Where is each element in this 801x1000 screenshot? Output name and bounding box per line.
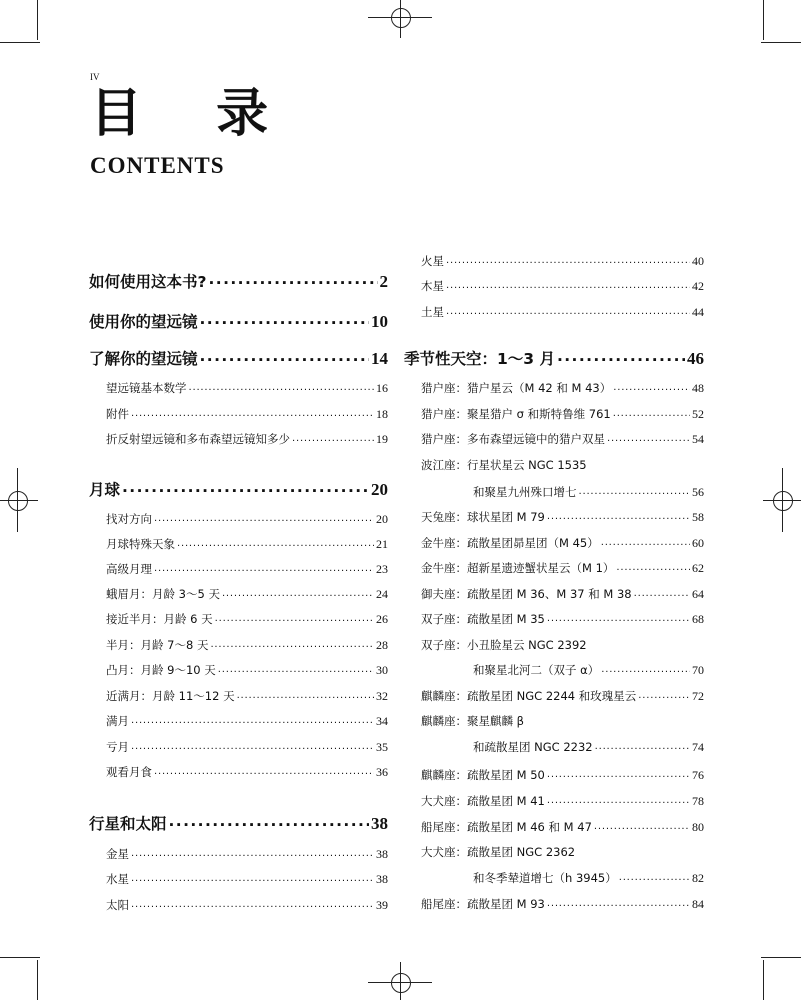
toc-entry-title: 满月 — [106, 714, 129, 728]
dot-leader — [292, 436, 374, 448]
toc-entry-page: 21 — [376, 537, 388, 551]
dot-leader — [131, 876, 374, 888]
crop-mark — [761, 957, 801, 958]
toc-entry-page: 19 — [376, 432, 388, 446]
dot-leader — [601, 667, 690, 679]
toc-entry-page: 58 — [692, 510, 704, 524]
toc-entry-page: 76 — [692, 768, 704, 782]
toc-entry[interactable] — [421, 253, 704, 269]
toc-entry-title: 太阳 — [106, 898, 129, 912]
dot-leader — [579, 489, 691, 501]
toc-entry[interactable] — [421, 406, 704, 422]
toc-entry-title: 如何使用这本书? — [89, 273, 207, 291]
toc-entry-page: 36 — [376, 765, 388, 779]
toc-entry[interactable] — [421, 767, 704, 783]
toc-entry-title: 季节性天空：1～3 月 — [404, 350, 555, 368]
dot-leader — [547, 616, 690, 628]
dot-leader — [446, 283, 690, 295]
toc-entry-title: 折反射望远镜和多布森望远镜知多少 — [106, 432, 290, 446]
toc-entry-page: 48 — [692, 381, 704, 395]
toc-entry-title: 使用你的望远镜 — [89, 313, 198, 331]
dot-leader — [616, 565, 690, 577]
toc-entry-title: 行星和太阳 — [89, 815, 167, 833]
toc-entry-page: 40 — [692, 254, 704, 268]
toc-section[interactable] — [89, 812, 388, 834]
toc-entry-title: 金星 — [106, 847, 129, 861]
toc-entry-title: 接近半月：月龄 6 天 — [106, 612, 213, 626]
dot-leader — [557, 354, 685, 370]
registration-circle — [773, 491, 793, 511]
toc-entry[interactable] — [106, 713, 388, 729]
toc-entry-title: 双子座：小丑脸星云 NGC 2392 — [421, 638, 587, 652]
toc-entry-title: 找对方向 — [106, 512, 152, 526]
toc-section[interactable] — [89, 478, 388, 500]
toc-entry-title: 和冬季辇道增七（h 3945） — [473, 871, 617, 885]
toc-entry[interactable] — [421, 304, 704, 320]
toc-entry[interactable] — [421, 611, 704, 627]
toc-entry[interactable] — [106, 561, 388, 577]
toc-entry-page: 18 — [376, 407, 388, 421]
toc-section[interactable] — [89, 347, 388, 369]
toc-entry[interactable] — [421, 844, 575, 860]
dot-leader — [601, 540, 690, 552]
toc-entry-title: 附件 — [106, 407, 129, 421]
toc-entry-page: 38 — [376, 872, 388, 886]
toc-entry-page: 32 — [376, 689, 388, 703]
page-title: 目 录 — [90, 84, 297, 144]
crop-mark — [37, 960, 38, 1000]
dot-leader — [200, 354, 369, 370]
toc-entry-title: 月球 — [89, 481, 121, 499]
dot-leader — [131, 411, 374, 423]
toc-entry[interactable] — [106, 380, 388, 396]
toc-entry[interactable] — [106, 897, 388, 913]
toc-entry[interactable] — [473, 484, 704, 500]
toc-entry[interactable] — [421, 688, 704, 704]
toc-entry-page: 84 — [692, 897, 704, 911]
toc-entry-title: 船尾座：疏散星团 M 93 — [421, 897, 545, 911]
dot-leader — [131, 718, 374, 730]
dot-leader — [619, 875, 690, 887]
toc-entry-page: 62 — [692, 561, 704, 575]
toc-entry[interactable] — [421, 431, 704, 447]
crop-mark — [37, 0, 38, 40]
toc-entry-title: 御夫座：疏散星团 M 36、M 37 和 M 38 — [421, 587, 632, 601]
toc-entry-title: 猎户座：聚星猎户 σ 和斯特鲁维 761 — [421, 407, 611, 421]
dot-leader — [638, 693, 690, 705]
toc-entry-page: 14 — [371, 349, 388, 368]
dot-leader — [154, 516, 374, 528]
toc-section[interactable] — [89, 310, 388, 332]
toc-entry[interactable] — [473, 739, 704, 755]
toc-entry-title: 猎户座：猎户星云（M 42 和 M 43） — [421, 381, 612, 395]
dot-leader — [634, 591, 690, 603]
dot-leader — [210, 642, 374, 654]
toc-entry-title: 观看月食 — [106, 765, 152, 779]
toc-entry-title: 波江座：行星状星云 NGC 1535 — [421, 458, 587, 472]
toc-entry-title: 了解你的望远镜 — [89, 350, 198, 368]
dot-leader — [200, 317, 369, 333]
toc-entry-title: 和疏散星团 NGC 2232 — [473, 740, 593, 754]
toc-section[interactable] — [404, 347, 704, 369]
toc-entry-title: 船尾座：疏散星团 M 46 和 M 47 — [421, 820, 592, 834]
toc-entry[interactable] — [421, 278, 704, 294]
dot-leader — [131, 902, 374, 914]
toc-entry[interactable] — [421, 793, 704, 809]
toc-entry[interactable] — [421, 535, 704, 551]
toc-entry[interactable] — [421, 380, 704, 396]
toc-entry-title: 大犬座：疏散星团 NGC 2362 — [421, 845, 576, 859]
dot-leader — [446, 309, 690, 321]
toc-entry[interactable] — [473, 662, 704, 678]
toc-entry-page: 60 — [692, 536, 704, 550]
crop-mark — [0, 42, 40, 43]
crop-mark — [761, 42, 801, 43]
toc-entry-title: 天兔座：球状星团 M 79 — [421, 510, 545, 524]
toc-entry-title: 和聚星北河二（双子 α） — [473, 663, 600, 677]
dot-leader — [547, 798, 690, 810]
toc-entry-page: 34 — [376, 714, 388, 728]
toc-entry-page: 80 — [692, 820, 704, 834]
toc-entry[interactable] — [421, 509, 704, 525]
toc-entry[interactable] — [106, 637, 388, 653]
dot-leader — [131, 744, 374, 756]
registration-circle — [391, 973, 411, 993]
crop-mark — [0, 957, 40, 958]
toc-entry[interactable] — [473, 870, 704, 886]
dot-leader — [547, 901, 690, 913]
toc-entry-title: 和聚星九州殊口增七 — [473, 485, 577, 499]
toc-entry[interactable] — [421, 560, 704, 576]
toc-entry-page: 54 — [692, 432, 704, 446]
toc-entry-page: 38 — [376, 847, 388, 861]
toc-entry-page: 82 — [692, 871, 704, 885]
crop-mark — [763, 960, 764, 1000]
toc-entry-title: 蛾眉月：月龄 3～5 天 — [106, 587, 220, 601]
toc-entry-page: 72 — [692, 689, 704, 703]
toc-entry[interactable] — [106, 406, 388, 422]
toc-entry[interactable] — [106, 871, 388, 887]
toc-entry-page: 70 — [692, 663, 704, 677]
dot-leader — [122, 485, 369, 501]
toc-entry-page: 44 — [692, 305, 704, 319]
crop-mark — [763, 0, 764, 40]
toc-entry-page: 35 — [376, 740, 388, 754]
toc-entry-page: 42 — [692, 279, 704, 293]
page-subtitle: CONTENTS — [90, 153, 225, 178]
toc-entry-title: 金牛座：疏散星团昴星团（M 45） — [421, 536, 599, 550]
toc-entry-title: 高级月理 — [106, 562, 152, 576]
toc-entry-title: 双子座：疏散星团 M 35 — [421, 612, 545, 626]
toc-entry-title: 凸月：月龄 9～10 天 — [106, 663, 216, 677]
toc-entry[interactable] — [106, 846, 388, 862]
dot-leader — [613, 411, 690, 423]
dot-leader — [218, 667, 374, 679]
toc-entry-title: 麒麟座：疏散星团 M 50 — [421, 768, 545, 782]
toc-entry-title: 半月：月龄 7～8 天 — [106, 638, 209, 652]
registration-circle — [8, 491, 28, 511]
toc-entry[interactable] — [421, 637, 587, 653]
dot-leader — [209, 277, 378, 293]
toc-section[interactable] — [89, 270, 388, 292]
toc-entry[interactable] — [106, 431, 388, 447]
toc-entry[interactable] — [106, 688, 388, 704]
toc-entry-page: 24 — [376, 587, 388, 601]
toc-entry[interactable] — [106, 739, 388, 755]
toc-entry-page: 38 — [371, 814, 388, 833]
toc-entry[interactable] — [106, 511, 388, 527]
toc-entry-title: 望远镜基本数学 — [106, 381, 187, 395]
dot-leader — [595, 744, 690, 756]
dot-leader — [613, 385, 690, 397]
toc-entry[interactable] — [421, 586, 704, 602]
toc-entry-page: 52 — [692, 407, 704, 421]
toc-entry-page: 20 — [376, 512, 388, 526]
toc-entry-page: 28 — [376, 638, 388, 652]
registration-circle — [391, 8, 411, 28]
dot-leader — [215, 616, 374, 628]
toc-entry[interactable] — [421, 713, 524, 729]
toc-entry-title: 亏月 — [106, 740, 129, 754]
toc-entry[interactable] — [421, 896, 704, 912]
toc-entry-page: 74 — [692, 740, 704, 754]
toc-entry-page: 10 — [371, 312, 388, 331]
dot-leader — [594, 824, 690, 836]
toc-entry[interactable] — [106, 611, 388, 627]
toc-entry[interactable] — [106, 764, 388, 780]
toc-entry-page: 78 — [692, 794, 704, 808]
toc-entry-page: 56 — [692, 485, 704, 499]
dot-leader — [154, 769, 374, 781]
dot-leader — [446, 258, 690, 270]
toc-entry-page: 39 — [376, 898, 388, 912]
toc-entry-title: 土星 — [421, 305, 444, 319]
dot-leader — [222, 591, 374, 603]
toc-entry[interactable] — [106, 586, 388, 602]
toc-entry-page: 30 — [376, 663, 388, 677]
toc-entry-page: 46 — [687, 349, 704, 368]
toc-entry-page: 2 — [379, 272, 388, 291]
toc-entry-title: 麒麟座：聚星麒麟 β — [421, 714, 524, 728]
toc-entry-title: 火星 — [421, 254, 444, 268]
dot-leader — [189, 385, 375, 397]
dot-leader — [547, 772, 690, 784]
dot-leader — [607, 436, 690, 448]
toc-entry-page: 26 — [376, 612, 388, 626]
toc-entry-title: 猎户座：多布森望远镜中的猎户双星 — [421, 432, 605, 446]
toc-entry[interactable] — [421, 457, 587, 473]
toc-entry[interactable] — [421, 819, 704, 835]
toc-entry-title: 麒麟座：疏散星团 NGC 2244 和玫瑰星云 — [421, 689, 637, 703]
dot-leader — [177, 541, 374, 553]
toc-entry-title: 近满月：月龄 11～12 天 — [106, 689, 235, 703]
page-number: IV — [90, 72, 100, 82]
dot-leader — [237, 693, 374, 705]
toc-entry-title: 月球特殊天象 — [106, 537, 175, 551]
toc-entry[interactable] — [106, 536, 388, 552]
toc-entry-page: 20 — [371, 480, 388, 499]
toc-entry-title: 金牛座：超新星遗迹蟹状星云（M 1） — [421, 561, 615, 575]
toc-entry[interactable] — [106, 662, 388, 678]
toc-entry-page: 16 — [376, 381, 388, 395]
dot-leader — [154, 566, 374, 578]
toc-entry-title: 木星 — [421, 279, 444, 293]
toc-entry-page: 68 — [692, 612, 704, 626]
toc-entry-title: 大犬座：疏散星团 M 41 — [421, 794, 545, 808]
dot-leader — [131, 851, 374, 863]
toc-entry-page: 64 — [692, 587, 704, 601]
dot-leader — [169, 819, 369, 835]
toc-entry-page: 23 — [376, 562, 388, 576]
toc-entry-title: 水星 — [106, 872, 129, 886]
dot-leader — [547, 514, 690, 526]
